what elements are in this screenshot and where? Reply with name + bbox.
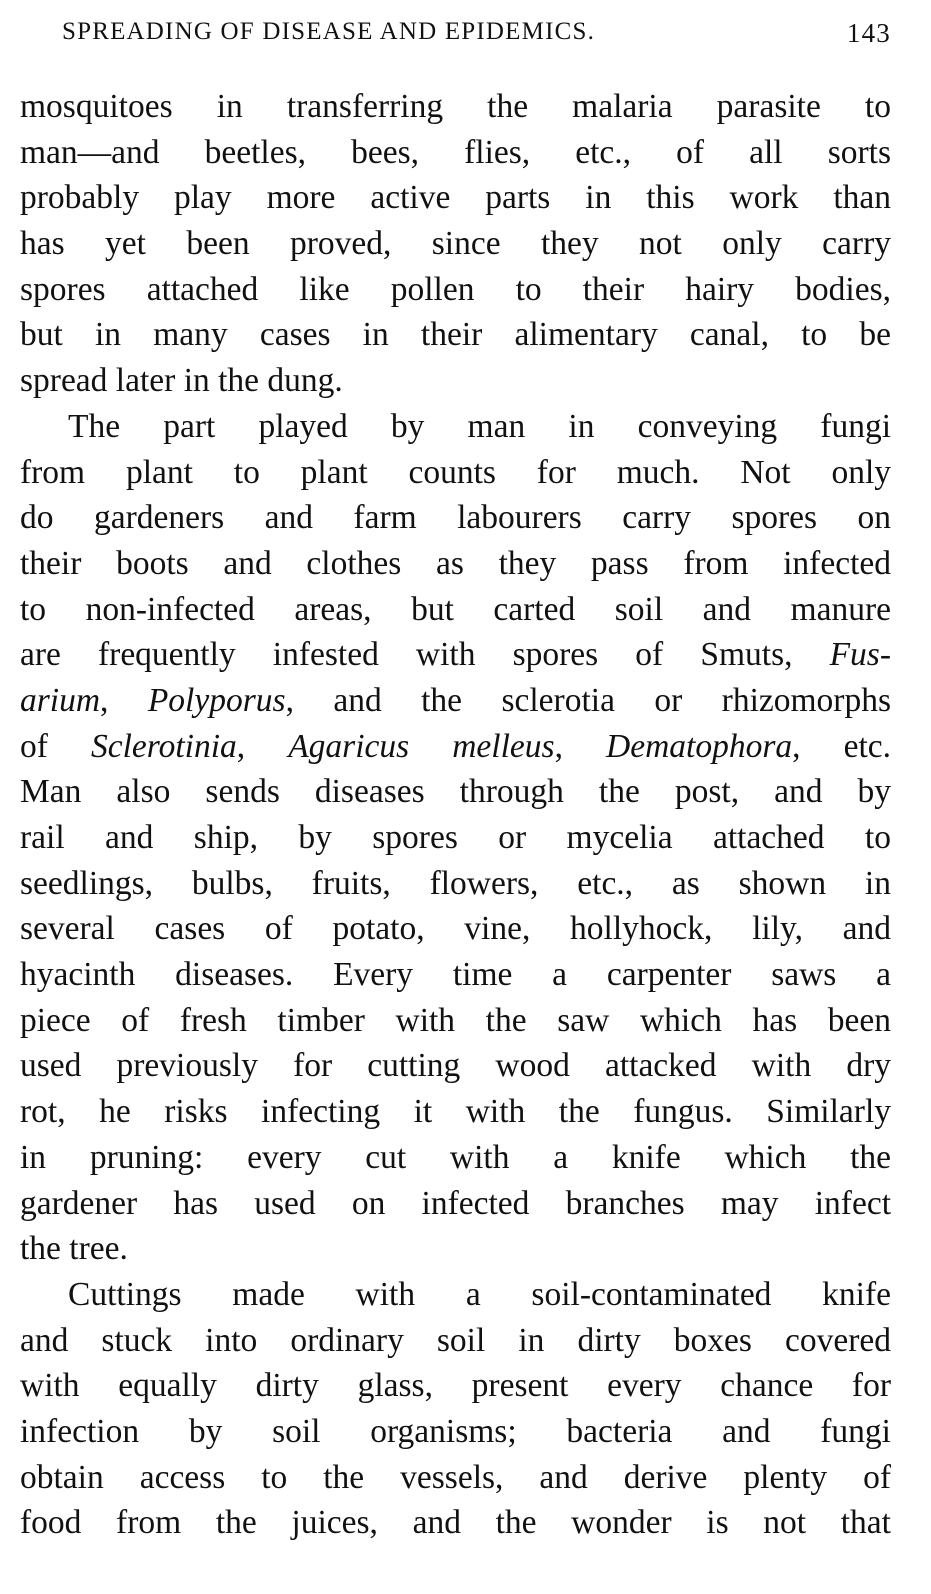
text-segment: and stuck into ordinary soil in dirty boxes covered [20, 1321, 891, 1359]
text-segment: food from the juices, and the wonder is not that [20, 1504, 891, 1542]
text-segment: The part played by man in conveying fungi [68, 407, 891, 445]
text-segment: hyacinth diseases. Every time a carpenter saws a [20, 956, 891, 994]
text-line [20, 495, 891, 541]
text-segment: Cuttings made with a soil-contaminated knife [68, 1275, 891, 1313]
text-line [20, 404, 891, 450]
text-line [20, 1318, 891, 1364]
text-segment: obtain access to the vessels, and derive plenty of [20, 1458, 891, 1496]
text-segment: spread later in the dung. [20, 362, 343, 400]
text-segment: with equally dirty glass, present every chance for [20, 1367, 891, 1405]
text-segment: man—and beetles, bees, flies, etc., of all sorts [20, 133, 891, 171]
text-line [20, 815, 891, 861]
text-segment: probably play more active parts in this work than [20, 179, 891, 217]
text-line [20, 1500, 891, 1546]
running-title: SPREADING OF DISEASE AND EPIDEMICS. [62, 18, 596, 45]
italic-text: Dematophora [606, 727, 793, 765]
text-segment: several cases of potato, vine, hollyhock, lily, and [20, 910, 891, 948]
text-segment: do gardeners and farm labourers carry spores on [20, 499, 891, 537]
text-segment: rail and ship, by spores or mycelia attached to [20, 819, 891, 856]
text-line [20, 678, 891, 724]
text-segment: but in many cases in their alimentary canal, to be [20, 316, 891, 354]
text-segment: from plant to plant counts for much. Not only [20, 453, 891, 491]
text-line [20, 861, 891, 907]
text-line [20, 450, 891, 496]
text-line [20, 952, 891, 998]
text-line [20, 1455, 891, 1501]
text-line [20, 312, 891, 358]
text-segment: rot, he risks infecting it with the fungus. Similarly [20, 1093, 891, 1131]
text-line [20, 1272, 891, 1318]
text-segment: used previously for cutting wood attacked with dry [20, 1047, 891, 1085]
text-segment: , and the sclerotia or rhizomorphs [285, 681, 891, 719]
text-line [20, 1363, 891, 1409]
text-segment: Man also sends diseases through the post, and by [20, 773, 891, 811]
text-segment: has yet been proved, since they not only carry [20, 225, 891, 263]
text-line [20, 1043, 891, 1089]
text-line [20, 769, 891, 815]
text-line [20, 1409, 891, 1455]
text-segment: gardener has used on infected branches may infect [20, 1184, 891, 1222]
text-line [20, 1181, 891, 1227]
italic-text: Fus- [829, 636, 891, 674]
page-number: 143 [846, 18, 891, 48]
text-segment: their boots and clothes as they pass from infected [20, 544, 891, 582]
text-line [20, 1089, 891, 1135]
italic-text: Sclerotinia [90, 727, 237, 765]
italic-text: Polyporus [147, 681, 286, 719]
text-segment: , etc. [792, 727, 892, 765]
text-segment: of [20, 727, 91, 765]
text-segment: are frequently infested with spores of Smuts, [20, 636, 830, 674]
text-line [20, 221, 891, 267]
body-text [20, 84, 891, 1546]
text-segment: , [554, 727, 607, 765]
text-line [20, 175, 891, 221]
text-line [20, 1135, 891, 1181]
text-line [20, 267, 891, 313]
text-segment: piece of fresh timber with the saw which has been [20, 1001, 891, 1039]
running-header [62, 18, 891, 58]
text-segment: seedlings, bulbs, fruits, flowers, etc., as shown in [20, 864, 891, 902]
text-line [20, 906, 891, 952]
text-segment: spores attached like pollen to their hairy bodies, [20, 270, 891, 308]
text-line [20, 632, 891, 678]
italic-text: arium [20, 681, 101, 719]
text-line [20, 587, 891, 633]
text-segment: , [236, 727, 289, 765]
italic-text: Agaricus melleus [288, 727, 555, 765]
text-line [20, 130, 891, 176]
text-segment: to non-infected areas, but carted soil and manure [20, 590, 891, 628]
text-segment: the tree. [20, 1230, 128, 1268]
text-line [20, 1226, 891, 1272]
text-line [20, 724, 891, 770]
text-segment: , [100, 681, 148, 719]
text-line [20, 541, 891, 587]
text-line [20, 998, 891, 1044]
text-segment: mosquitoes in transferring the malaria parasite to [20, 88, 891, 125]
text-segment: infection by soil organisms; bacteria and fungi [20, 1412, 891, 1450]
text-segment: in pruning: every cut with a knife which the [20, 1138, 891, 1176]
text-line [20, 358, 891, 404]
text-line [20, 84, 891, 130]
